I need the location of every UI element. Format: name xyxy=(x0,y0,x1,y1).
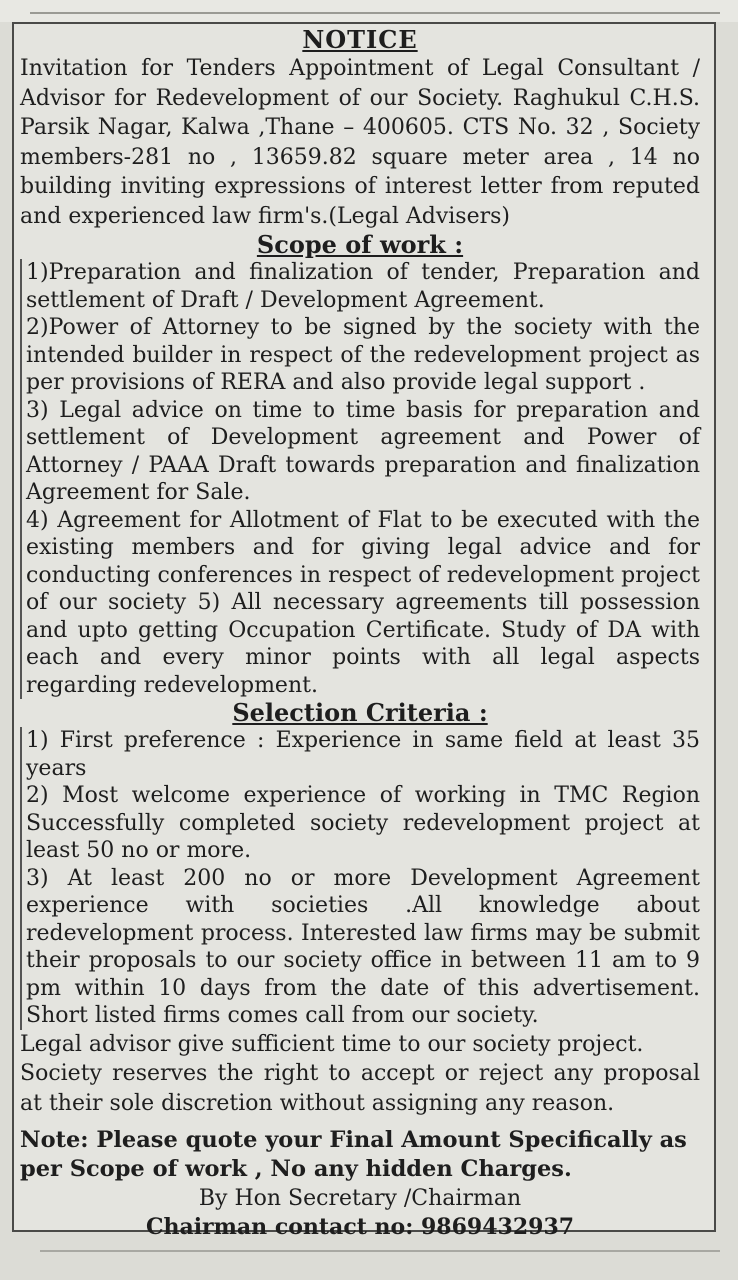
scope-item: 3) Legal advice on time to time basis for preparation and settlement of Development agreement and Power of Attorney / PAAA Draft towards preparation and finalization Agreement for Sale. xyxy=(20,397,700,507)
signatory: By Hon Secretary /Chairman xyxy=(198,1186,522,1211)
page-top-strip xyxy=(0,0,738,22)
scope-item: 4) Agreement for Allotment of Flat to be executed with the existing members and for giving legal advice and for conducting conferences in respect of redevelopment project of our society 5) All necessary agreements till possession and upto getting Occupation Certificate. Study of DA with each and every minor points with all legal aspects regarding redevelopment. xyxy=(20,507,700,700)
scope-heading: Scope of work : xyxy=(256,230,464,259)
bottom-divider xyxy=(40,1250,720,1252)
intro-paragraph: Invitation for Tenders Appointment of Legal Consultant / Advisor for Redevelopment of our Society. Raghukul C.H.S. Parsik Nagar, Kalwa ,Thane – 400605. CTS No. 32 , Society members-281 no , 13659.82 square meter area , 14 no building inviting expressions of interest letter from reputed and experienced law firm's.(Legal Advisers) xyxy=(20,56,700,229)
criteria-item: 2) Most welcome experience of working in TMC Region Successfully completed society redevelopment project at least 50 no or more. xyxy=(20,782,700,865)
contact-line: Chairman contact no: 9869432937 xyxy=(145,1214,575,1240)
scope-item: 2)Power of Attorney to be signed by the society with the intended builder in respect of the redevelopment project as per provisions of RERA and also provide legal support . xyxy=(20,314,700,397)
criteria-item: Legal advisor give sufficient time to our society project. xyxy=(20,1031,644,1057)
top-divider xyxy=(30,12,720,14)
notice-box xyxy=(12,22,716,1240)
criteria-item: 3) At least 200 no or more Development Agreement experience with societies .All knowledge about redevelopment process. Interested law firms may be submit their proposals to our society office in between 11 am to 9 pm within 10 days from the date of this advertisement. Short listed firms comes call from our society. xyxy=(20,865,700,1030)
criteria-item: Society reserves the right to accept or reject any proposal at their sole discretion without assigning any reason. xyxy=(20,1061,700,1116)
criteria-item: 1) First preference : Experience in same field at least 35 years xyxy=(20,727,700,782)
note-text: Note: Please quote your Final Amount Specifically as per Scope of work , No any hidden Charges. xyxy=(20,1127,687,1182)
criteria-heading: Selection Criteria : xyxy=(232,698,488,727)
scope-item: 1)Preparation and finalization of tender, Preparation and settlement of Draft / Development Agreement. xyxy=(20,259,700,314)
notice-title: NOTICE xyxy=(302,25,418,54)
